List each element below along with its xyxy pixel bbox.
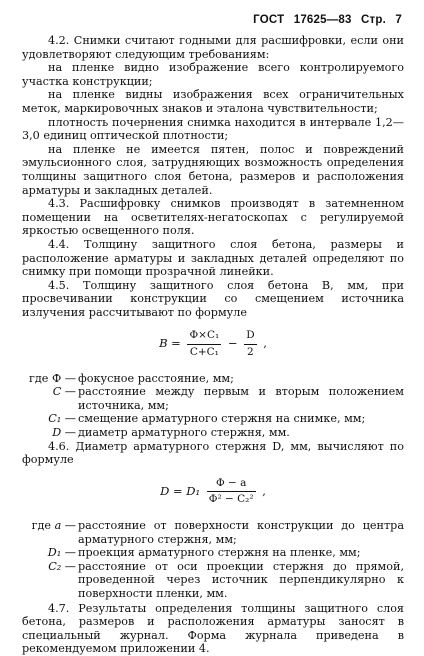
standard-number: 17625—83	[293, 14, 352, 26]
formula-d-denominator: Ф² − C₂²	[208, 493, 254, 506]
page-number: 7	[395, 14, 402, 26]
formula-b-lhs: B =	[159, 336, 181, 351]
formula-b-fraction-2	[244, 329, 256, 359]
definition-row	[22, 546, 404, 560]
formula-b-denominator-2: 2	[247, 346, 254, 359]
formula-d	[22, 477, 404, 507]
page-header	[247, 14, 402, 26]
paragraph-4-2-a: на пленке видно изображение всего контролируемого участка конструкции;	[22, 61, 404, 88]
definition-symbol	[22, 372, 78, 386]
page-label: Стр.	[361, 14, 386, 26]
definition-row	[22, 385, 404, 412]
formula-b-tail: ,	[263, 336, 267, 351]
definition-symbol: C₂ —	[48, 559, 76, 573]
definition-text: расстояние между первым и вторым положением источника, мм;	[78, 385, 404, 412]
paragraph-4-2: 4.2. Снимки считают годными для расшифровки, если они удовлетворяют следующим требованиям:	[22, 34, 404, 61]
formula-d-lhs: D = D₁	[160, 483, 201, 498]
definition-symbol: D —	[52, 426, 76, 440]
definition-symbol-text: a —	[54, 519, 76, 532]
formula-d-tail: ,	[262, 483, 266, 498]
where-label: где	[31, 519, 52, 532]
definitions-list-2	[22, 519, 404, 601]
definition-text: проекция арматурного стержня на пленке, мм;	[78, 546, 361, 560]
document-body	[22, 34, 404, 656]
formula-b-numerator-2: D	[244, 329, 256, 345]
definition-text: смещение арматурного стержня на снимке, мм;	[78, 412, 366, 426]
formula-b-numerator-1: Ф×C₁	[187, 329, 221, 345]
paragraph-4-2-d: на пленке не имеется пятен, полос и повреждений эмульсионного слоя, затрудняющих возможность определения толщины защитного слоя бетона, размеров и расположения арматуры и закладных деталей.	[22, 142, 404, 197]
paragraph-4-7: 4.7. Результаты определения толщины защитного слоя бетона, размеров и расположения арматуры заносят в специальный журнал. Форма журнала приведена в рекомендуемом приложении 4.	[22, 601, 404, 656]
definition-text: диаметр арматурного стержня, мм.	[78, 426, 290, 440]
definition-text: расстояние от оси проекции стержня до прямой, проведенной через источник перпендикулярно к поверхности пленки, мм.	[78, 559, 404, 600]
definition-row	[22, 519, 404, 546]
definition-symbol: D₁ —	[47, 546, 76, 560]
paragraph-4-4: 4.4. Толщину защитного слоя бетона, размеры и расположение арматуры и закладных деталей определяют по снимку при помощи прозрачной линейки.	[22, 237, 404, 279]
paragraph-4-2-b: на пленке видны изображения всех ограничительных меток, маркировочных знаков и эталона чувствительности;	[22, 88, 404, 115]
paragraph-4-6: 4.6. Диаметр арматурного стержня D, мм, вычисляют по формуле	[22, 439, 404, 467]
definition-row	[22, 560, 404, 601]
definition-symbol	[22, 519, 78, 546]
definition-symbol-text: Ф —	[51, 371, 76, 385]
formula-b	[22, 329, 404, 359]
definitions-list-1	[22, 372, 404, 440]
definition-symbol: C₁ —	[48, 412, 76, 426]
where-label: где	[29, 371, 49, 385]
formula-d-fraction	[207, 477, 256, 507]
definition-text: расстояние от поверхности конструкции до центра арматурного стержня, мм;	[78, 519, 404, 546]
formula-b-fraction-1	[187, 329, 221, 359]
paragraph-4-5: 4.5. Толщину защитного слоя бетона B, мм, при просвечивании конструкции со смещением источника излучения рассчитывают по формуле	[22, 278, 404, 319]
definition-symbol: C —	[52, 385, 76, 399]
formula-d-numerator: Ф − a	[207, 477, 256, 493]
gost-label: ГОСТ	[253, 14, 285, 26]
definition-row	[22, 426, 404, 440]
formula-b-minus: −	[227, 336, 238, 351]
definition-text: фокусное расстояние, мм;	[78, 371, 234, 385]
paragraph-4-2-c: плотность почернения снимка находится в интервале 1,2—3,0 единиц оптической плотности;	[22, 115, 404, 143]
definition-row	[22, 412, 404, 426]
paragraph-4-3: 4.3. Расшифровку снимков производят в затемненном помещении на осветителях-негатоскопах с регулируемой яркостью освещенного поля.	[22, 197, 404, 238]
formula-b-denominator-1: C+C₁	[189, 346, 219, 359]
definition-row	[22, 372, 404, 386]
